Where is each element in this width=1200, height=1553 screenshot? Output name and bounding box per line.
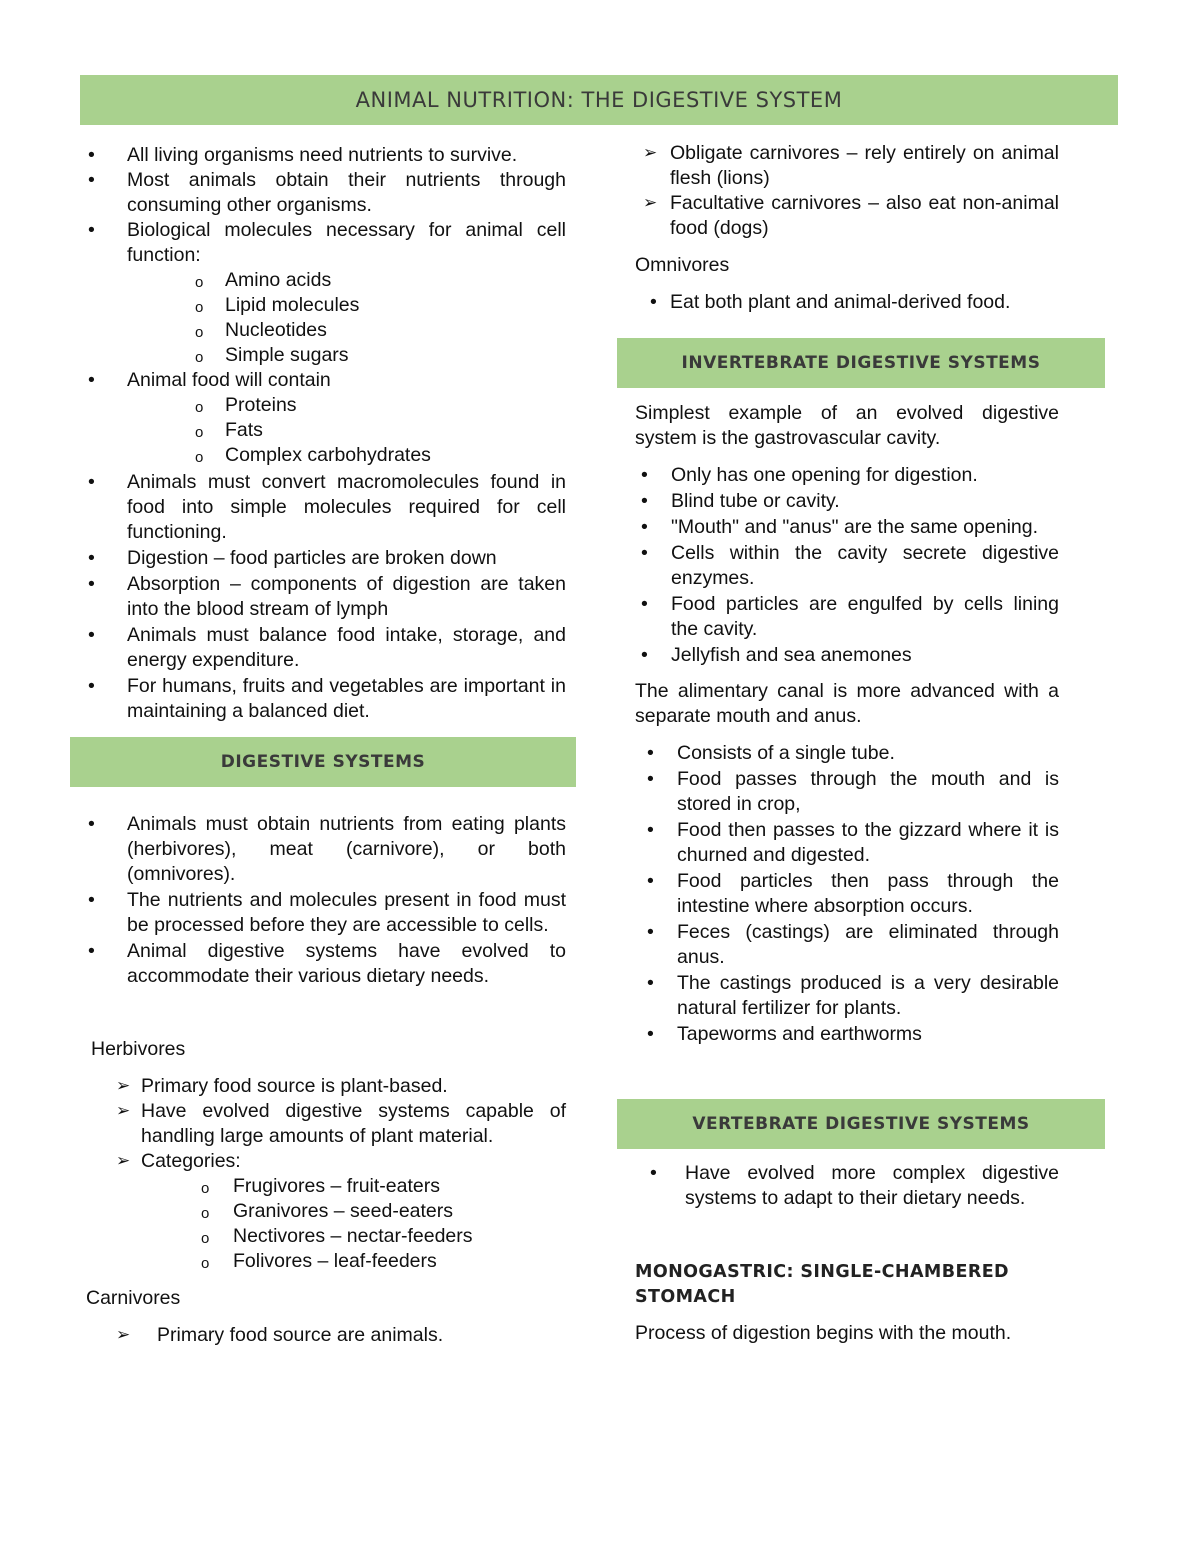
omnivore-point-list xyxy=(635,290,1059,315)
list-item: • Animals must obtain nutrients from eating plants (herbivores), meat (carnivore), or both (omnivores). xyxy=(70,812,566,887)
list-item: • Food particles are engulfed by cells lining the cavity. xyxy=(599,592,1059,642)
digestive-bullet-list xyxy=(70,812,566,989)
alimentary-intro: The alimentary canal is more advanced with a separate mouth and anus. xyxy=(635,680,1059,727)
carnivore-type-list xyxy=(635,141,1059,241)
list-item: • Animal digestive systems have evolved to accommodate their various dietary needs. xyxy=(70,939,566,989)
list-item: • Food particles then pass through the intestine where absorption occurs. xyxy=(605,869,1059,919)
list-item: • Food then passes to the gizzard where it is churned and digested. xyxy=(605,818,1059,868)
list-item: • Cells within the cavity secrete digestive enzymes. xyxy=(599,541,1059,591)
list-item: • Most animals obtain their nutrients through consuming other organisms. xyxy=(70,168,566,218)
monogastric-heading: MONOGASTRIC: SINGLE-CHAMBERED STOMACH xyxy=(635,1262,1009,1307)
vertebrate-banner xyxy=(617,1099,1105,1149)
left-column-lower xyxy=(70,812,566,1348)
invertebrate-banner xyxy=(617,338,1105,388)
omnivores-label: Omnivores xyxy=(635,254,730,276)
list-item: • All living organisms need nutrients to survive. xyxy=(70,143,566,168)
list-item: ➢ Primary food source is plant-based. xyxy=(70,1074,566,1099)
monogastric-text: Process of digestion begins with the mouth. xyxy=(635,1322,1012,1344)
list-item: • Eat both plant and animal-derived food. xyxy=(635,290,1059,315)
document-title: ANIMAL NUTRITION: THE DIGESTIVE SYSTEM xyxy=(355,88,843,112)
list-item: o Amino acids xyxy=(70,268,566,293)
list-item: o Nucleotides xyxy=(70,318,566,343)
list-item: • Only has one opening for digestion. xyxy=(599,463,1059,488)
list-item: • Tapeworms and earthworms xyxy=(605,1022,1059,1047)
right-column-vertebrate xyxy=(635,1161,1059,1346)
section-heading: INVERTEBRATE DIGESTIVE SYSTEMS xyxy=(681,353,1041,373)
section-heading: DIGESTIVE SYSTEMS xyxy=(220,752,426,772)
list-item: • "Mouth" and "anus" are the same opening. xyxy=(599,515,1059,540)
list-item: • Jellyfish and sea anemones xyxy=(599,643,1059,668)
list-item: o Frugivores – fruit-eaters xyxy=(70,1174,566,1199)
list-item: o Simple sugars xyxy=(70,343,566,368)
list-item: • Animals must convert macromolecules found in food into simple molecules required for cell functioning. xyxy=(70,470,566,545)
list-item: o Fats xyxy=(70,418,566,443)
document-title-banner xyxy=(80,75,1118,125)
list-item: o Nectivores – nectar-feeders xyxy=(70,1224,566,1249)
list-item: o Lipid molecules xyxy=(70,293,566,318)
molecule-list xyxy=(70,268,566,368)
digestive-systems-banner xyxy=(70,737,576,787)
list-item: • Blind tube or cavity. xyxy=(599,489,1059,514)
list-item: • For humans, fruits and vegetables are important in maintaining a balanced diet. xyxy=(70,674,566,724)
alimentary-bullet-list xyxy=(605,741,1059,1047)
herbivore-category-list xyxy=(70,1174,566,1274)
list-item: • Digestion – food particles are broken down xyxy=(70,546,566,571)
right-column-invertebrate xyxy=(635,401,1059,1047)
herbivore-point-list xyxy=(70,1074,566,1174)
carnivores-label: Carnivores xyxy=(86,1287,181,1309)
list-item: o Proteins xyxy=(70,393,566,418)
list-item: ➢ Facultative carnivores – also eat non-animal food (dogs) xyxy=(635,191,1059,241)
list-item: ➢ Have evolved digestive systems capable of handling large amounts of plant material. xyxy=(70,1099,566,1149)
list-item: • Biological molecules necessary for animal cell function: xyxy=(70,218,566,268)
list-item: o Folivores – leaf-feeders xyxy=(70,1249,566,1274)
list-item: o Granivores – seed-eaters xyxy=(70,1199,566,1224)
vertebrate-point-list xyxy=(635,1161,1059,1211)
list-item: • Food passes through the mouth and is stored in crop, xyxy=(605,767,1059,817)
food-bullet-list xyxy=(70,368,566,393)
carnivore-point-list xyxy=(70,1323,566,1348)
list-item: • Have evolved more complex digestive systems to adapt to their dietary needs. xyxy=(635,1161,1059,1211)
more-bullet-list xyxy=(70,470,566,724)
list-item: • The castings produced is a very desirable natural fertilizer for plants. xyxy=(605,971,1059,1021)
list-item: • Consists of a single tube. xyxy=(605,741,1059,766)
list-item: ➢ Primary food source are animals. xyxy=(70,1323,566,1348)
right-column xyxy=(635,141,1059,315)
food-items-list xyxy=(70,393,566,468)
list-item: • Animals must balance food intake, storage, and energy expenditure. xyxy=(70,623,566,673)
list-item: • Animal food will contain xyxy=(70,368,566,393)
list-item: • The nutrients and molecules present in food must be processed before they are accessible to cells. xyxy=(70,888,566,938)
gastro-bullet-list xyxy=(599,463,1059,668)
list-item: • Absorption – components of digestion are taken into the blood stream of lymph xyxy=(70,572,566,622)
gastro-intro: Simplest example of an evolved digestive system is the gastrovascular cavity. xyxy=(635,402,1059,449)
herbivores-label: Herbivores xyxy=(91,1038,186,1060)
list-item: ➢ Obligate carnivores – rely entirely on animal flesh (lions) xyxy=(635,141,1059,191)
list-item: o Complex carbohydrates xyxy=(70,443,566,468)
section-heading: VERTEBRATE DIGESTIVE SYSTEMS xyxy=(692,1114,1030,1134)
list-item: • Feces (castings) are eliminated through anus. xyxy=(605,920,1059,970)
left-column xyxy=(70,143,566,724)
list-item: ➢ Categories: xyxy=(70,1149,566,1174)
intro-bullet-list xyxy=(70,143,566,268)
